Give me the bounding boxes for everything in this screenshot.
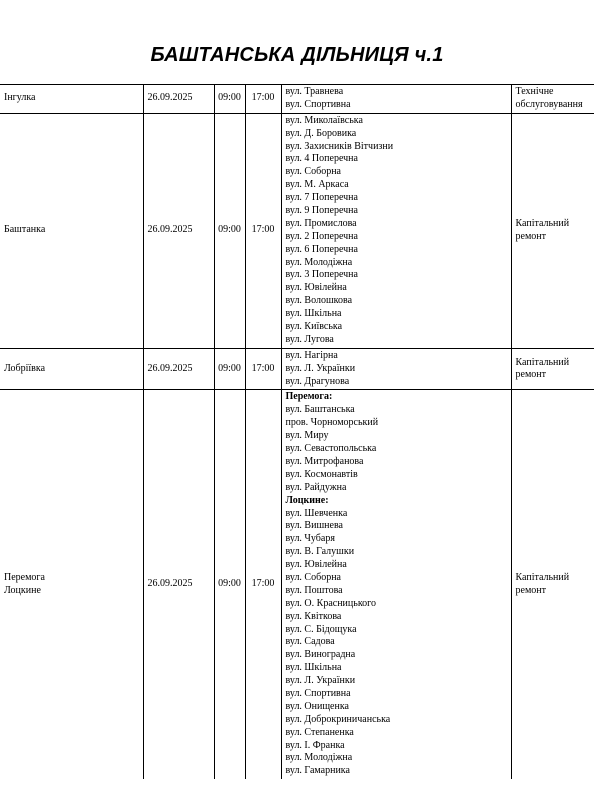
street-item: вул. Лугова — [285, 333, 334, 345]
street-item: вул. С. Бідощука — [285, 623, 357, 635]
work-type-cell: Капітальний ремонт — [511, 390, 594, 779]
street-item: вул. Шкільна — [285, 308, 342, 320]
street-item: вул. Доброкриничанська — [285, 713, 391, 725]
street-item: вул. Баштанська — [285, 404, 355, 416]
street-item: вул. Ювілейна — [285, 559, 347, 571]
street-item: вул. Л. Українки — [285, 675, 356, 687]
locality-name: Перемога — [4, 571, 45, 583]
streets-cell — [281, 113, 511, 348]
street-item: вул. Драгунова — [285, 375, 350, 387]
table-row — [0, 390, 594, 779]
street-item: вул. 4 Поперечна — [285, 153, 358, 165]
street-item: вул. 9 Поперечна — [285, 205, 358, 217]
street-item: вул. Севастопольська — [285, 443, 377, 455]
end-time-cell: 17:00 — [245, 348, 281, 390]
work-type-cell: Капітальний ремонт — [511, 348, 594, 390]
street-item: вул. О. Красницького — [285, 597, 377, 609]
locality-cell — [0, 390, 143, 779]
table-row — [0, 113, 594, 348]
street-item: вул. Миру — [285, 430, 329, 442]
street-item: вул. Ювілейна — [285, 282, 347, 294]
street-item: вул. Волошкова — [285, 295, 353, 307]
street-item: вул. Поштова — [285, 584, 343, 596]
street-item: вул. М. Аркаса — [285, 179, 349, 191]
street-item: вул. Чубаря — [285, 533, 335, 545]
street-item: вул. Нагірна — [285, 349, 338, 361]
date-cell: 26.09.2025 — [143, 85, 214, 114]
street-item: вул. Спортивна — [285, 98, 351, 110]
table-row — [0, 85, 594, 114]
start-time-cell: 09:00 — [214, 85, 245, 114]
street-item: вул. 2 Поперечна — [285, 230, 358, 242]
street-item: вул. Вишнева — [285, 520, 343, 532]
street-item: вул. Квіткова — [285, 610, 342, 622]
street-item: вул. Соборна — [285, 571, 341, 583]
street-item: вул. Гамарника — [285, 765, 350, 777]
streets-cell — [281, 348, 511, 390]
work-type-cell: Технічне обслуговування — [511, 85, 594, 114]
street-item: вул. Шевченка — [285, 507, 348, 519]
table-row — [0, 348, 594, 390]
street-item: вул. Д. Боровика — [285, 127, 357, 139]
street-group-heading: Перемога: — [285, 391, 333, 403]
streets-cell — [281, 85, 511, 114]
street-item: вул. 6 Поперечна — [285, 243, 358, 255]
date-cell: 26.09.2025 — [143, 348, 214, 390]
schedule-body — [0, 85, 594, 780]
street-item: вул. Райдужна — [285, 481, 347, 493]
street-item: вул. Захисників Вітчизни — [285, 140, 394, 152]
street-item: вул. Промислова — [285, 217, 357, 229]
start-time-cell: 09:00 — [214, 348, 245, 390]
street-item: вул. 7 Поперечна — [285, 192, 358, 204]
street-item: вул. Онищенка — [285, 700, 349, 712]
locality-cell — [0, 348, 143, 390]
street-item: вул. Молодіжна — [285, 256, 353, 268]
start-time-cell: 09:00 — [214, 390, 245, 779]
street-item: вул. Молодіжна — [285, 752, 353, 764]
street-item: вул. Л. Українки — [285, 362, 356, 374]
date-cell: 26.09.2025 — [143, 390, 214, 779]
locality-name: Баштанка — [4, 224, 46, 236]
end-time-cell: 17:00 — [245, 113, 281, 348]
street-item: вул. 3 Поперечна — [285, 269, 358, 281]
work-type-cell: Капітальний ремонт — [511, 113, 594, 348]
locality-cell — [0, 113, 143, 348]
streets-cell — [281, 390, 511, 779]
street-group-heading: Лоцкине: — [285, 494, 329, 506]
outage-schedule-table — [0, 84, 594, 779]
street-item: вул. І. Франка — [285, 739, 345, 751]
street-item: вул. Травнева — [285, 86, 344, 97]
locality-cell — [0, 85, 143, 114]
street-item: вул. Спортивна — [285, 687, 351, 699]
locality-name: Лоцкине — [4, 584, 41, 596]
end-time-cell: 17:00 — [245, 390, 281, 779]
street-item: вул. Виноградна — [285, 649, 356, 661]
street-item: вул. Миколаївська — [285, 114, 363, 126]
locality-name: Інгулка — [4, 92, 36, 104]
street-item: пров. Чорноморський — [285, 417, 379, 429]
page-title: БАШТАНСЬКА ДІЛЬНИЦЯ ч.1 — [150, 44, 444, 66]
street-item: вул. Соборна — [285, 166, 341, 178]
street-item: вул. Степаненка — [285, 726, 354, 738]
locality-name: Лобріївка — [4, 362, 46, 374]
street-item: вул. В. Галушки — [285, 546, 355, 558]
street-item: вул. Космонавтів — [285, 468, 358, 480]
start-time-cell: 09:00 — [214, 113, 245, 348]
street-item: вул. Митрофанова — [285, 455, 364, 467]
end-time-cell: 17:00 — [245, 85, 281, 114]
street-item: вул. Садова — [285, 636, 335, 648]
street-item: вул. Київська — [285, 321, 343, 333]
street-item: вул. Шкільна — [285, 662, 342, 674]
date-cell: 26.09.2025 — [143, 113, 214, 348]
